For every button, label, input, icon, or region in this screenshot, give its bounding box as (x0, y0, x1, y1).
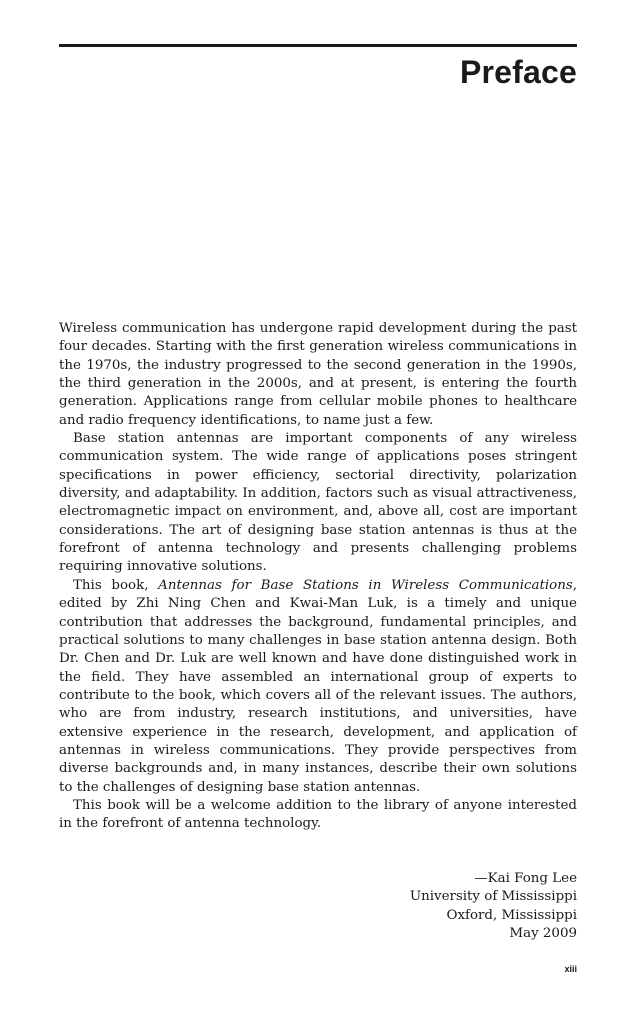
paragraph-3-intro: This book, (73, 577, 159, 593)
preface-body (59, 320, 577, 834)
top-rule (59, 44, 577, 47)
paragraph-3-rest: , edited by Zhi Ning Chen and Kwai-Man Luk, is a timely and unique contribution that addresses the background, fundamental principles, and practical solutions to many challenges in base station antenna design. Both Dr. Chen and Dr. Luk are well known and have done distinguished work in the field. They have assembled an international group of experts to contribute to the book, which covers all of the relevant issues. The authors, who are from industry, research institutions, and universities, have extensive experience in the research, development, and application of antennas in wireless communications. They provide perspectives from diverse backgrounds and, in many instances, describe their own solutions to the challenges of designing base station antennas. (59, 577, 577, 795)
signature-location: Oxford, Mississippi (446, 907, 577, 923)
signature-name: —Kai Fong Lee (474, 871, 577, 886)
page-title: Preface (459, 54, 577, 90)
paragraph-4: This book will be a welcome addition to the library of anyone interested in the forefront of antenna technology. (59, 797, 577, 832)
page-number: xiii (564, 964, 577, 974)
signature-date: May 2009 (509, 926, 577, 942)
signature-block (410, 870, 577, 943)
paragraph-1: Wireless communication has undergone rapid development during the past four decades. Starting with the first generation wireless communications in the 1970s, the industry progressed to the second generation in the 1990s, the third generation in the 2000s, and at present, is entering the fourth generation. Applications range from cellular mobile phones to healthcare and radio frequency identifications, to name just a few. (59, 321, 577, 428)
paragraph-3 (59, 577, 577, 797)
paragraph-2: Base station antennas are important components of any wireless communication system. The wide range of applications poses stringent specifications in power efficiency, sectorial directivity, polarization diversity, and adaptability. In addition, factors such as visual attractiveness, electromagnetic impact on environment, and, above all, cost are important considerations. The art of designing base station antennas is thus at the forefront of antenna technology and presents challenging problems requiring innovative solutions. (59, 431, 577, 575)
signature-affiliation: University of Mississippi (409, 889, 577, 905)
book-title: Antennas for Base Stations in Wireless Communications (158, 577, 573, 593)
